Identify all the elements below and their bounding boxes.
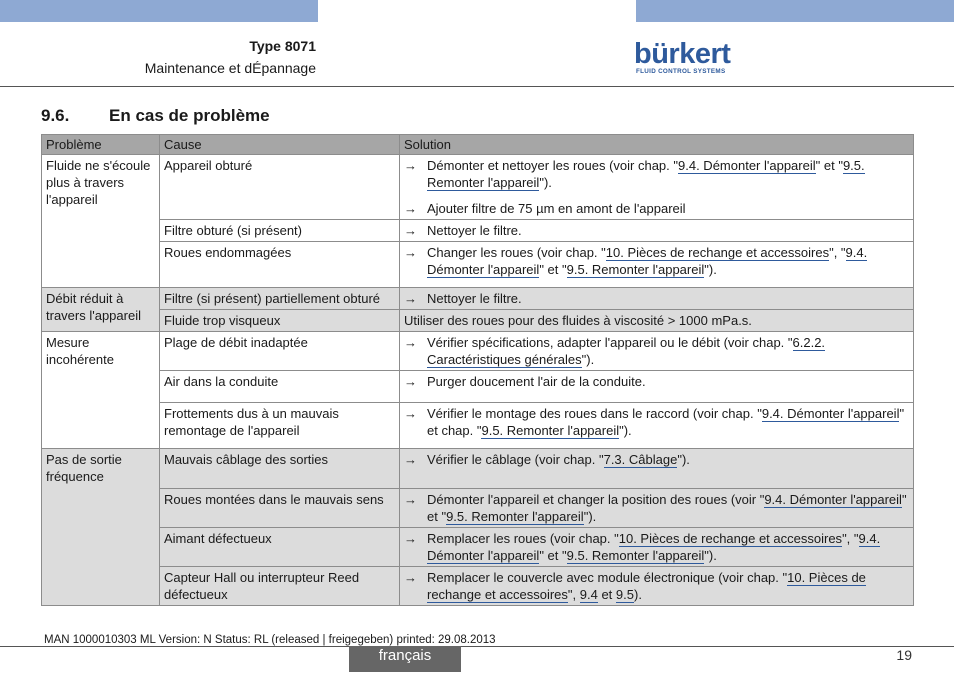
chapter-link[interactable]: 10. Pièces de rechange et accessoires [618, 531, 843, 546]
solution-cell: Utiliser des roues pour des fluides à viscosité > 1000 mPa.s. [400, 310, 914, 332]
arrow-icon: → [404, 291, 417, 306]
footer-divider [0, 646, 954, 647]
solution-cell: → Démonter et nettoyer les roues (voir chap. "9.4. Démonter l'appareil" et "9.5. Remonter l'appareil"). → Ajouter filtre de 75 µm en amont de l'appareil [400, 155, 914, 220]
column-header-cause: Cause [160, 135, 400, 155]
table-header-row [42, 135, 914, 155]
column-header-solution: Solution [400, 135, 914, 155]
top-color-bar-left [0, 0, 318, 22]
table-row [42, 155, 914, 220]
page-number: 19 [896, 647, 912, 663]
solution-cell: → Nettoyer le filtre. [400, 220, 914, 242]
chapter-link[interactable]: 10. Pièces de rechange et accessoires [427, 570, 866, 602]
solution-cell: → Remplacer les roues (voir chap. "10. Pièces de rechange et accessoires", "9.4. Démonter l'appareil" et "9.5. Remonter l'appareil"). [400, 528, 914, 567]
arrow-icon: → [404, 374, 417, 389]
table-row [42, 489, 914, 528]
arrow-icon: → [404, 223, 417, 238]
cause-cell: Appareil obturé [160, 155, 400, 220]
arrow-icon: → [404, 492, 417, 507]
table-row [42, 310, 914, 332]
solution-cell: → Purger doucement l'air de la conduite. [400, 371, 914, 403]
solution-cell: → Nettoyer le filtre. [400, 288, 914, 310]
section-number: 9.6. [41, 106, 70, 125]
table-row [42, 567, 914, 606]
cause-cell: Plage de débit inadaptée [160, 332, 400, 371]
chapter-link[interactable]: 9.4. Démonter l'appareil [427, 245, 868, 277]
arrow-icon: → [404, 452, 417, 467]
problem-cell: Fluide ne s'écoule plus à travers l'appareil [42, 155, 160, 288]
logo-tagline: FLUID CONTROL SYSTEMS [636, 68, 726, 75]
problem-cell: Débit réduit à travers l'appareil [42, 288, 160, 332]
chapter-link[interactable]: 6.2.2. Caractéristiques générales [427, 335, 826, 367]
table-row [42, 288, 914, 310]
table-row [42, 371, 914, 403]
table-row [42, 528, 914, 567]
chapter-link[interactable]: 9.5 [615, 587, 634, 602]
cause-cell: Mauvais câblage des sorties [160, 449, 400, 489]
problem-cell: Mesure incohérente [42, 332, 160, 449]
chapter-link[interactable]: 9.4. Démonter l'appareil [427, 531, 881, 563]
table-row [42, 403, 914, 449]
chapter-link[interactable]: 9.4. Démonter l'appareil [761, 406, 900, 421]
cause-cell: Roues montées dans le mauvais sens [160, 489, 400, 528]
language-tab: français [349, 646, 461, 672]
arrow-icon: → [404, 245, 417, 260]
cause-cell: Frottements dus à un mauvais remontage de l'appareil [160, 403, 400, 449]
chapter-link[interactable]: 10. Pièces de rechange et accessoires [605, 245, 830, 260]
arrow-icon: → [404, 406, 417, 421]
table-row [42, 449, 914, 489]
column-header-probleme: Problème [42, 135, 160, 155]
troubleshooting-table [41, 134, 914, 606]
document-type: Type 8071 [249, 38, 316, 54]
header-divider [0, 86, 954, 87]
problem-cell: Pas de sortie fréquence [42, 449, 160, 606]
chapter-link[interactable]: 9.4 [579, 587, 598, 602]
arrow-icon: → [404, 158, 417, 173]
cause-cell: Fluide trop visqueux [160, 310, 400, 332]
document-chapter: Maintenance et dÉpannage [144, 60, 316, 76]
cause-cell: Capteur Hall ou interrupteur Reed défectueux [160, 567, 400, 606]
chapter-link[interactable]: 9.5. Remonter l'appareil [446, 509, 584, 524]
chapter-link[interactable]: 7.3. Câblage [603, 452, 678, 467]
solution-cell: → Vérifier le montage des roues dans le raccord (voir chap. "9.4. Démonter l'appareil" et chap. "9.5. Remonter l'appareil"). [400, 403, 914, 449]
cause-cell: Air dans la conduite [160, 371, 400, 403]
solution-cell: → Vérifier le câblage (voir chap. "7.3. Câblage"). [400, 449, 914, 489]
solution-cell: → Changer les roues (voir chap. "10. Pièces de rechange et accessoires", "9.4. Démonter l'appareil" et "9.5. Remonter l'appareil"). [400, 242, 914, 288]
top-color-bar-right [636, 0, 954, 22]
chapter-link[interactable]: 9.4. Démonter l'appareil [764, 492, 902, 507]
logo-wordmark: bürkert [634, 38, 731, 70]
chapter-link[interactable]: 9.5. Remonter l'appareil [427, 158, 865, 190]
chapter-link[interactable]: 9.5. Remonter l'appareil [566, 548, 705, 563]
solution-cell: → Remplacer le couvercle avec module électronique (voir chap. "10. Pièces de rechange et accessoires", 9.4 et 9.5). [400, 567, 914, 606]
cause-cell: Aimant défectueux [160, 528, 400, 567]
table-row [42, 220, 914, 242]
arrow-icon: → [404, 335, 417, 350]
document-reference: MAN 1000010303 ML Version: N Status: RL (released | freigegeben) printed: 29.08.2013 [44, 634, 496, 646]
burkert-logo [634, 38, 734, 80]
cause-cell: Roues endommagées [160, 242, 400, 288]
arrow-icon: → [404, 570, 417, 585]
table-row [42, 332, 914, 371]
solution-cell: → Démonter l'appareil et changer la position des roues (voir "9.4. Démonter l'appareil" et "9.5. Remonter l'appareil"). [400, 489, 914, 528]
chapter-link[interactable]: 9.4. Démonter l'appareil [678, 158, 816, 173]
table-row [42, 242, 914, 288]
section-title: En cas de problème [109, 106, 270, 125]
cause-cell: Filtre (si présent) partiellement obturé [160, 288, 400, 310]
arrow-icon: → [404, 201, 417, 216]
arrow-icon: → [404, 531, 417, 546]
chapter-link[interactable]: 9.5. Remonter l'appareil [566, 262, 705, 277]
cause-cell: Filtre obturé (si présent) [160, 220, 400, 242]
chapter-link[interactable]: 9.5. Remonter l'appareil [481, 423, 620, 438]
solution-cell: → Vérifier spécifications, adapter l'appareil ou le débit (voir chap. "6.2.2. Caractéristiques générales"). [400, 332, 914, 371]
